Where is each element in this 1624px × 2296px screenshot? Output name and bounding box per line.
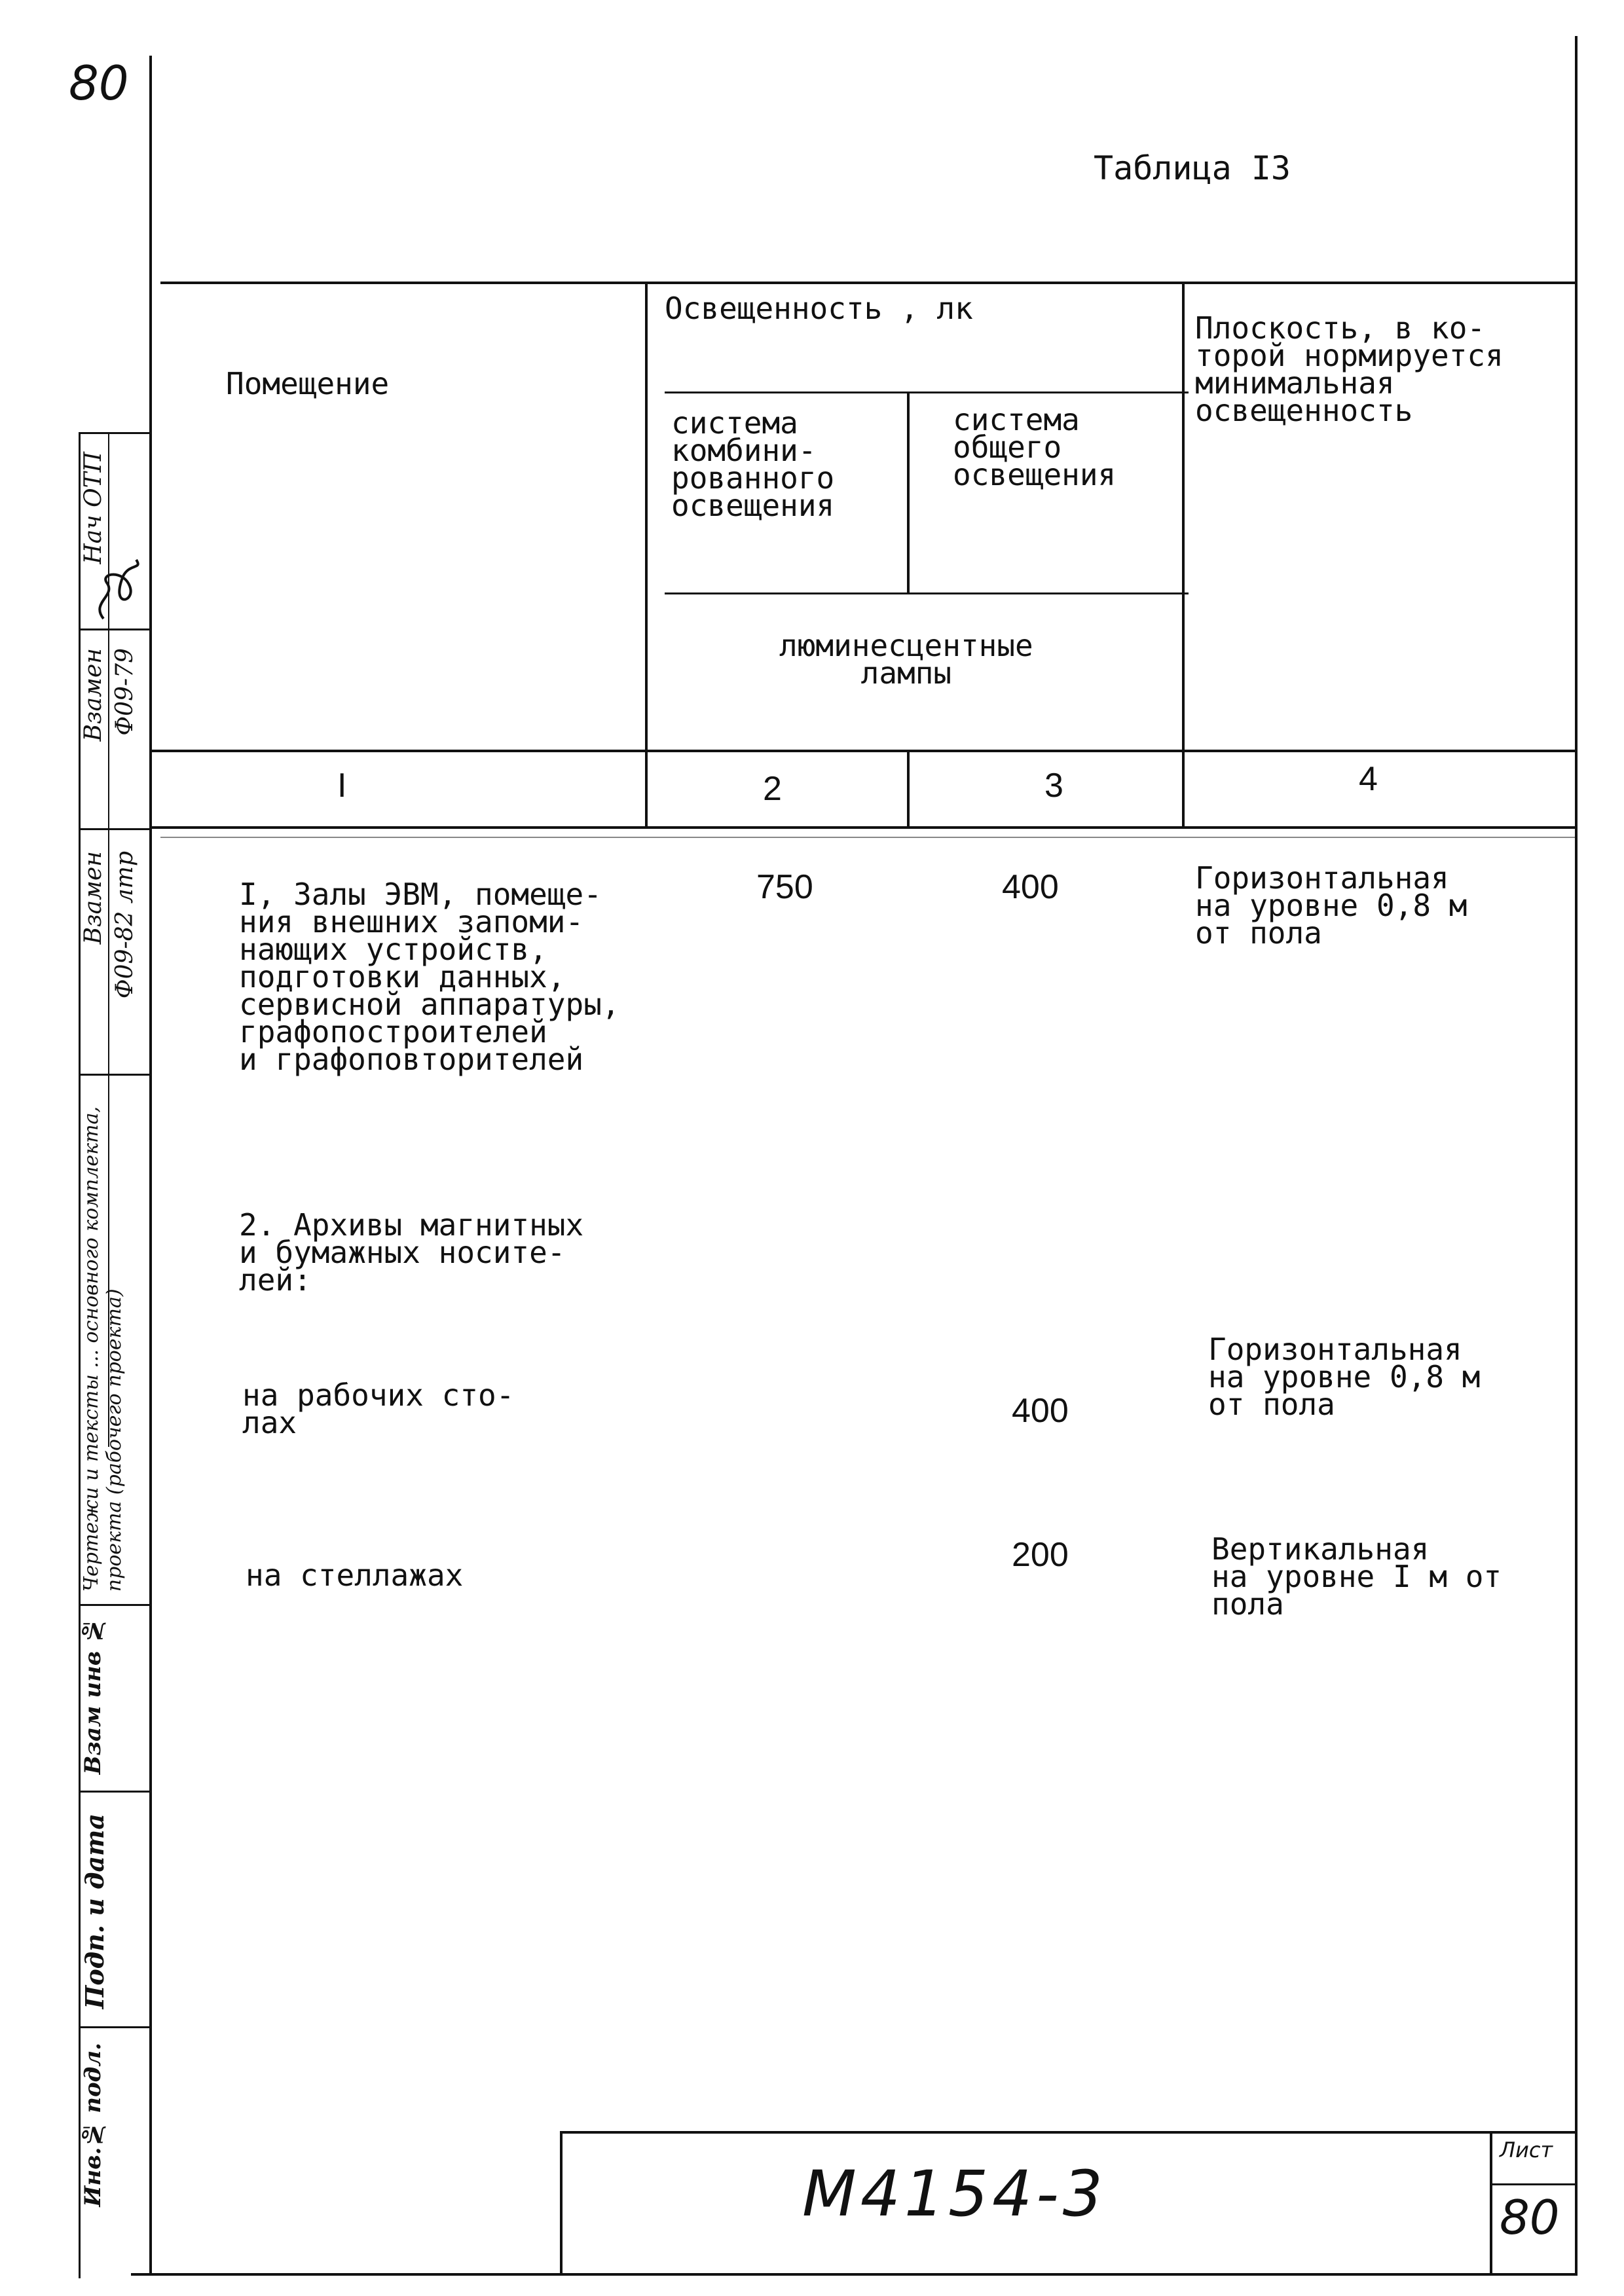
header-room: Помещение bbox=[226, 366, 390, 401]
col-divider-2b bbox=[907, 750, 910, 826]
stamp-sep-4 bbox=[79, 1074, 151, 1076]
header-mid-line-a bbox=[665, 392, 1189, 393]
stamp-sep-1 bbox=[79, 432, 151, 434]
row1-plane: Горизонтальная на уровне 0,8 м от пола bbox=[1195, 860, 1467, 951]
col-divider-3 bbox=[1182, 282, 1185, 826]
col-divider-2 bbox=[907, 392, 910, 592]
column-number-2: 2 bbox=[763, 770, 782, 808]
titleblock-sheet-hline bbox=[1490, 2183, 1578, 2185]
row3-plane: Горизонтальная на уровне 0,8 м от пола bbox=[1208, 1332, 1481, 1422]
row3-general: 400 bbox=[1012, 1392, 1069, 1430]
row1-combined: 750 bbox=[756, 868, 813, 906]
row1-general: 400 bbox=[1002, 868, 1059, 906]
titleblock-top-line bbox=[560, 2131, 1578, 2134]
row4-plane: Вертикальная на уровне I м от пола bbox=[1211, 1531, 1502, 1622]
header-general-system: система общего освещения bbox=[953, 402, 1116, 492]
column-number-4: 4 bbox=[1359, 760, 1378, 798]
stamp-sep-5 bbox=[79, 1604, 151, 1606]
stamp-note: Чертежи и тексты ... основного комплекта, проекта (рабочего проекта) bbox=[80, 1106, 126, 1592]
header-mid-line-b bbox=[665, 592, 1189, 594]
stamp-nach-otp: Нач ОТП bbox=[80, 452, 107, 564]
stamp-vzam-inv: Взам инв № bbox=[80, 1617, 106, 1775]
row-rule-light bbox=[160, 837, 1578, 838]
stamp-izmena-value: Ф09-82 лтр bbox=[111, 851, 138, 999]
stamp-sep-3 bbox=[79, 828, 151, 830]
stamp-sep-2 bbox=[79, 629, 151, 630]
sheet-label: Лист bbox=[1500, 2138, 1553, 2162]
signature-scribble bbox=[84, 556, 149, 629]
colnum-top-line bbox=[151, 750, 1578, 752]
row4-room: на стеллажах bbox=[246, 1558, 464, 1593]
col-divider-1 bbox=[645, 282, 648, 826]
titleblock-sheet-divider bbox=[1490, 2131, 1492, 2275]
stamp-sep-7 bbox=[79, 2026, 151, 2028]
row1-room: I, Залы ЭВМ, помеще- ния внешних запоми- нающих устройств, подготовки данных, сервисной аппаратуры, графопостроителей и графоповторителей bbox=[239, 877, 620, 1077]
row3-room: на рабочих сто- лах bbox=[242, 1377, 515, 1440]
page-number-corner: 80 bbox=[69, 56, 129, 111]
table-label: Таблица I3 bbox=[1094, 149, 1291, 187]
stamp-izmena: Взамен bbox=[80, 851, 107, 945]
table-top-line bbox=[160, 282, 1578, 284]
header-combined-system: система комбини- рованного освещения bbox=[671, 405, 835, 523]
column-number-3: 3 bbox=[1044, 767, 1063, 805]
header-plane: Плоскость, в ко- торой нормируется минимальная освещенность bbox=[1195, 310, 1504, 428]
stamp-vzamen: Взамен bbox=[80, 648, 107, 742]
column-number-1: I bbox=[337, 767, 347, 805]
frame-right-line bbox=[1575, 36, 1578, 2275]
stamp-vzamen-value: Ф09-79 bbox=[111, 648, 138, 736]
header-illuminance: Освещенность , лк bbox=[665, 291, 973, 326]
stamp-sep-6 bbox=[79, 1791, 151, 1793]
stamp-inv-podl: Инв.№ подл. bbox=[80, 2043, 106, 2207]
frame-left-line bbox=[149, 56, 152, 2275]
header-lamps: люминесцентные лампы bbox=[779, 628, 1033, 691]
titleblock-left-line bbox=[560, 2131, 563, 2275]
stamp-podp-data: Подп. и дата bbox=[80, 1813, 109, 2009]
sheet-number: 80 bbox=[1500, 2190, 1560, 2245]
colnum-bottom-line bbox=[151, 826, 1578, 829]
row4-general: 200 bbox=[1012, 1536, 1069, 1574]
row2-room: 2. Архивы магнитных и бумажных носите- лей: bbox=[239, 1207, 584, 1298]
document-code: М4154-3 bbox=[802, 2157, 1107, 2231]
frame-bottom-line bbox=[131, 2273, 1578, 2276]
